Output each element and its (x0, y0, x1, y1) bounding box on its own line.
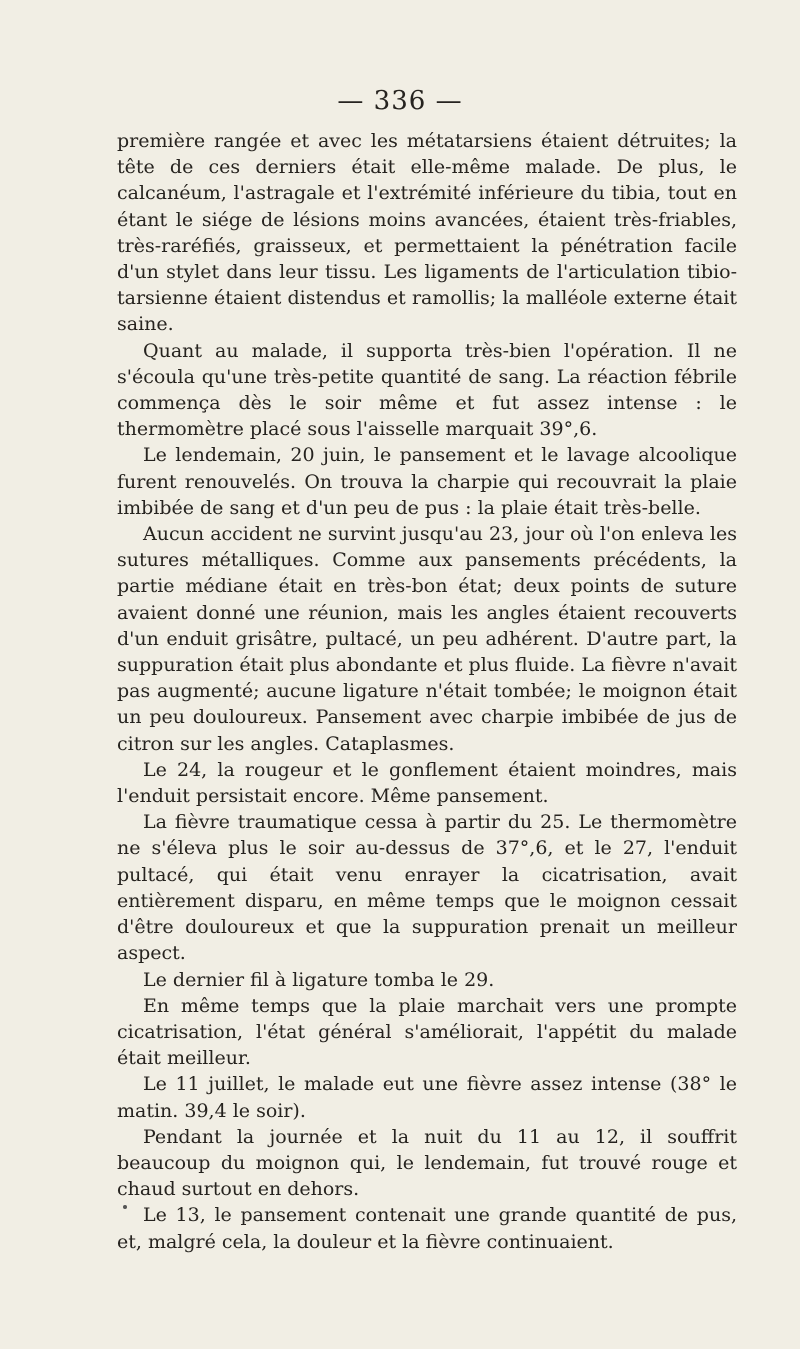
body-text (117, 128, 737, 1255)
paragraph: Le 13, le pansement contenait une grande quantité de pus, et, malgré cela, la douleur et la fièvre continuaient. (117, 1204, 737, 1253)
paragraph: Le dernier fil à ligature tomba le 29. (143, 968, 495, 991)
paragraph: Le lendemain, 20 juin, le pansement et le lavage alcoolique furent renouvelés. On trouva la charpie qui recouvrait la plaie imbibée de sang et d'un peu de pus : la plaie était très-belle. (117, 444, 737, 519)
paragraph: Le 24, la rougeur et le gonflement étaient moindres, mais l'enduit persistait encore. Même pansement. (117, 758, 737, 808)
page-number: — 336 — (337, 86, 463, 116)
paragraph: première rangée et avec les métatarsiens étaient détruites; la tête de ces derniers était elle-même malade. De plus, le calcanéum, l'astragale et l'extrémité inférieure du tibia, tout en étant le siége de lésions moins avancées, étaient très-friables, très-raréfiés, graisseux, et permettaient la pénétration facile d'un stylet dans leur tissu. Les ligaments de l'articulation tibio-tarsienne étaient distendus et ramollis; la malléole externe était saine. (117, 130, 737, 336)
paragraph: Pendant la journée et la nuit du 11 au 12, il souffrit beaucoup du moignon qui, le lendemain, fut trouvé rouge et chaud surtout en dehors. (117, 1125, 737, 1201)
paragraph: En même temps que la plaie marchait vers une prompte cicatrisation, l'état général s'améliorait, l'appétit du malade était meilleur. (117, 994, 737, 1070)
ink-speck (123, 1205, 127, 1209)
paragraph: Le 11 juillet, le malade eut une fièvre assez intense (38° le matin. 39,4 le soir). (117, 1073, 737, 1122)
paragraph: Quant au malade, il supporta très-bien l'opération. Il ne s'écoula qu'une très-petite quantité de sang. La réaction fébrile commença dès le soir même et fut assez intense : le thermomètre placé sous l'aisselle marquait 39°,6. (117, 339, 737, 441)
paragraph: Aucun accident ne survint jusqu'au 23, jour où l'on enleva les sutures métalliques. Comme aux pansements précédents, la partie médiane était en très-bon état; deux points de suture avaient donné une réunion, mais les angles étaient recouverts d'un enduit grisâtre, pultacé, un peu adhérent. D'autre part, la suppuration était plus abondante et plus fluide. La fièvre n'avait pas augmenté; aucune ligature n'était tombée; le moignon était un peu douloureux. Pansement avec charpie imbibée de jus de citron sur les angles. Cataplasmes. (117, 523, 737, 755)
paragraph: La fièvre traumatique cessa à partir du 25. Le thermomètre ne s'éleva plus le soir au-dessus de 37°,6, et le 27, l'enduit pultacé, qui était venu enrayer la cicatrisation, avait entièrement disparu, en même temps que le moignon cessait d'être douloureux et que la suppuration prenait un meilleur aspect. (117, 811, 737, 965)
